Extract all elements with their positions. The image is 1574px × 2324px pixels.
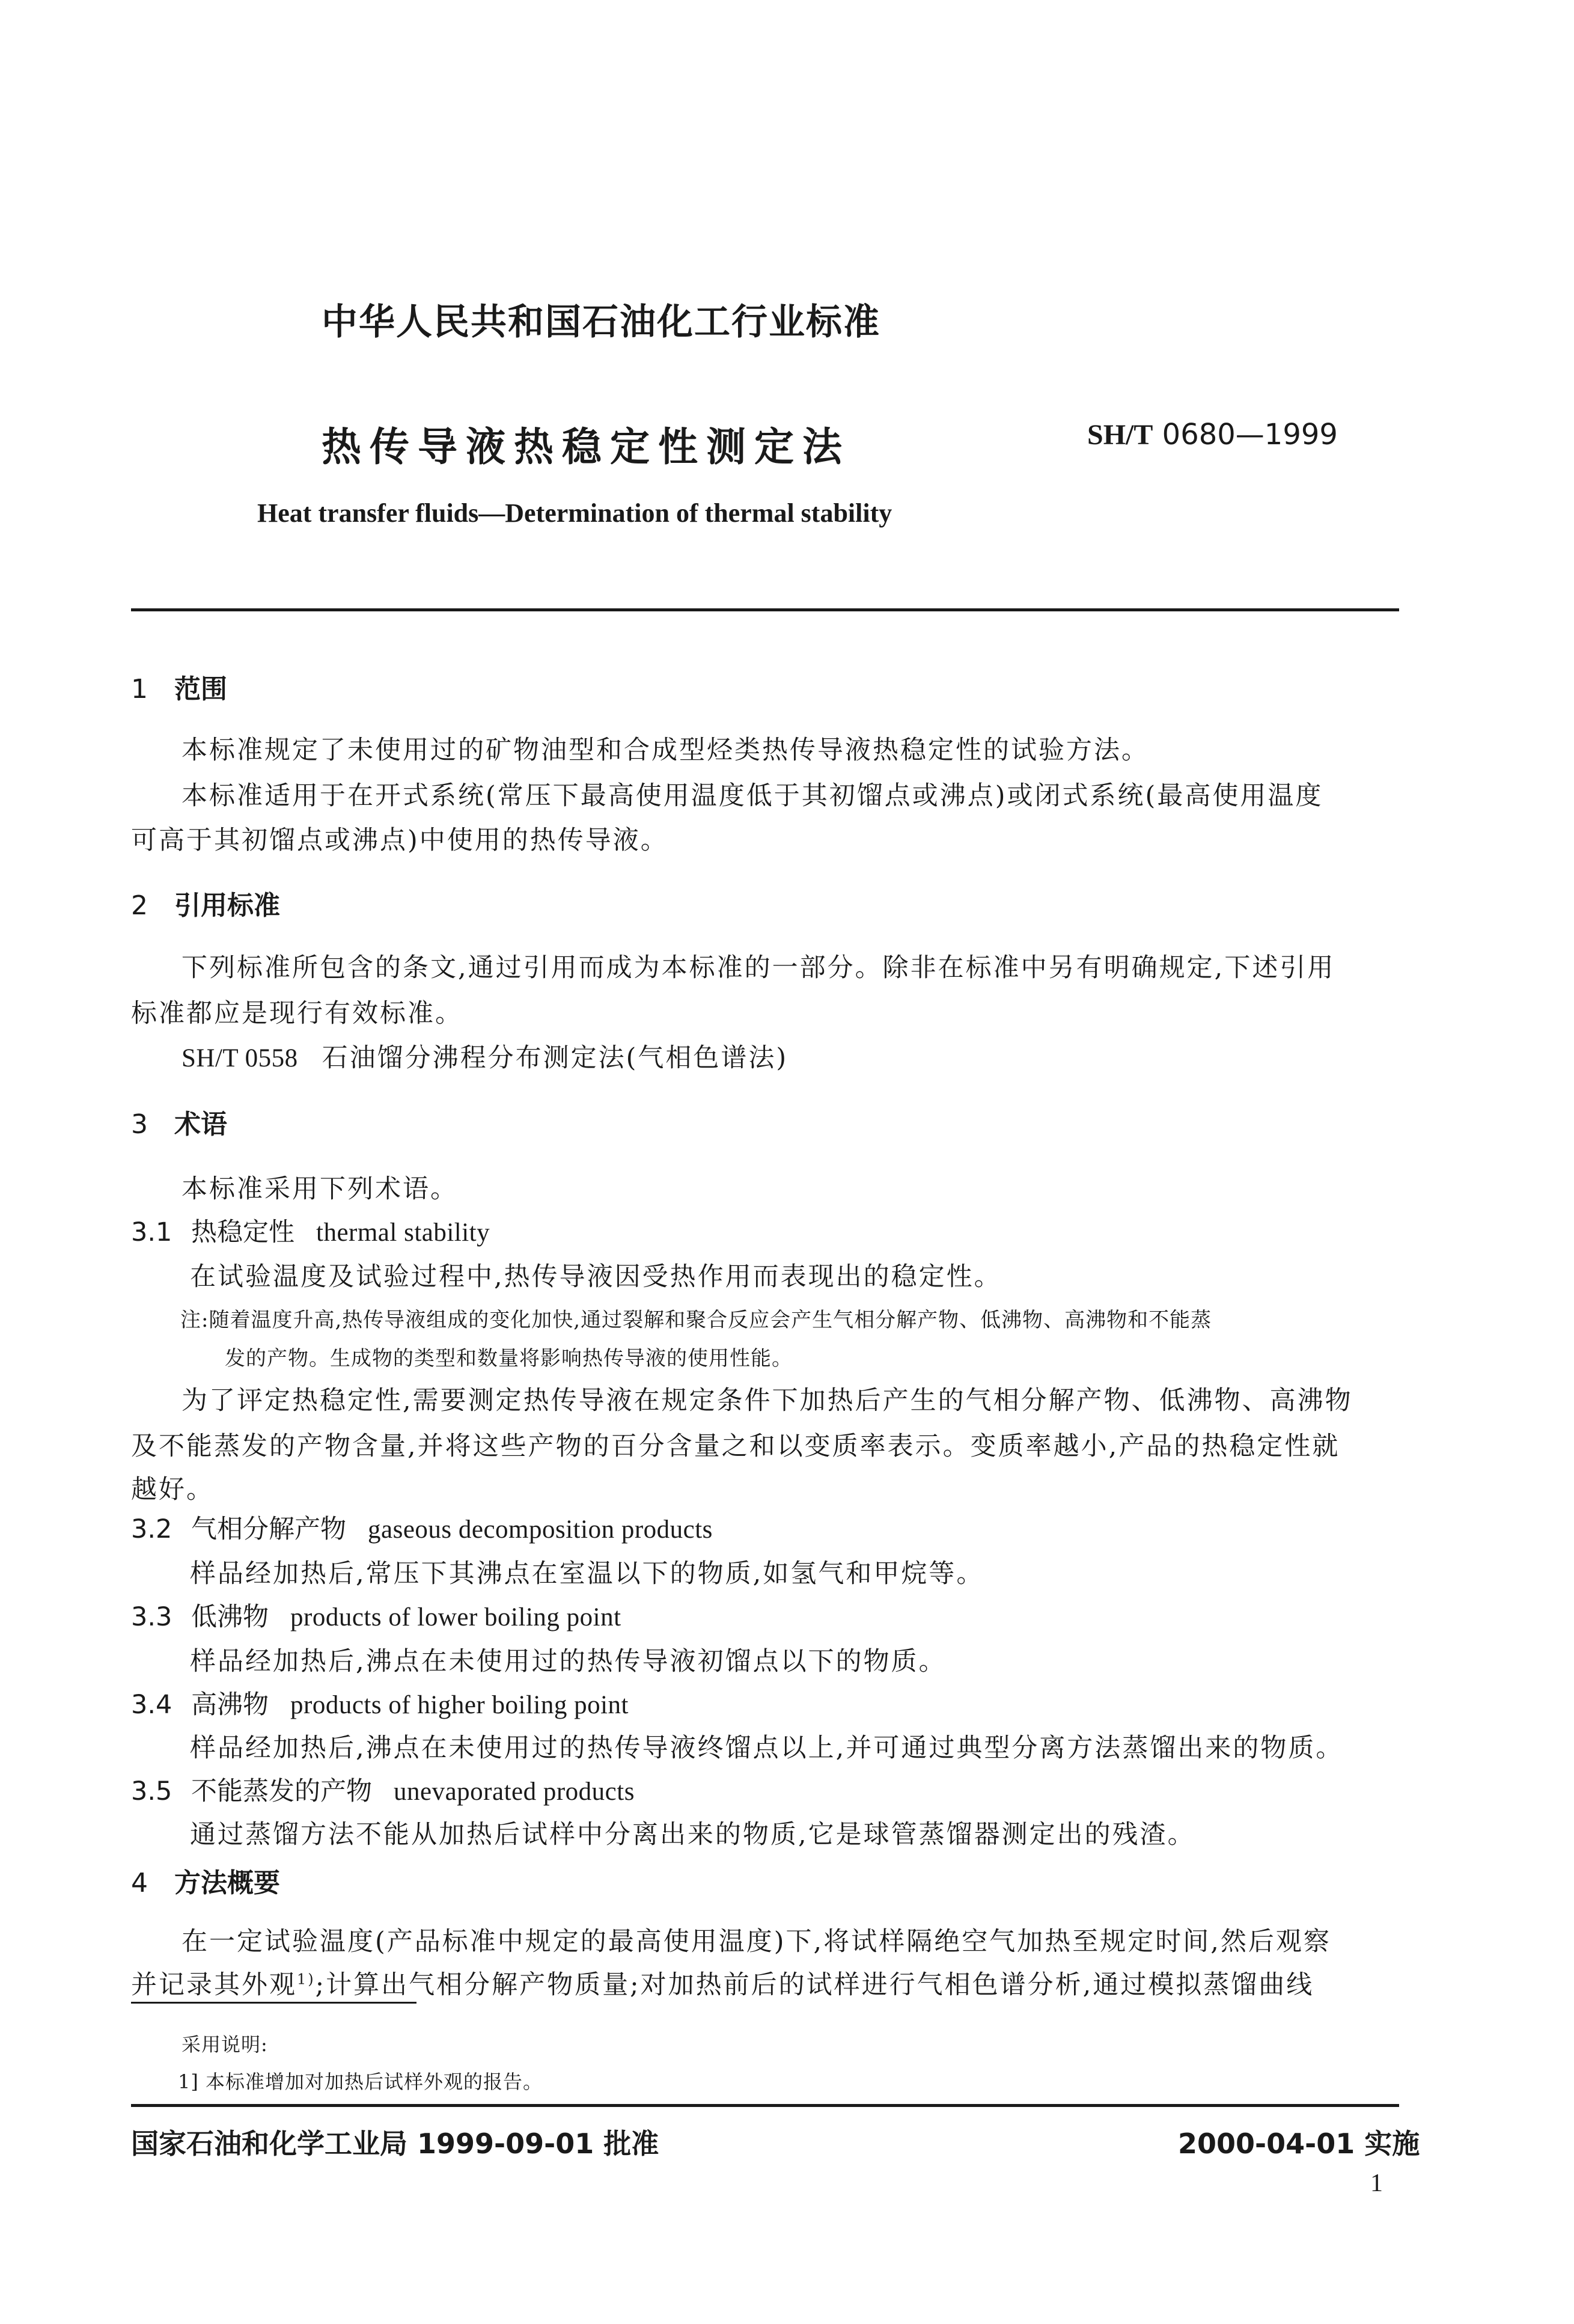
term-3-1-definition: 在试验温度及试验过程中,热传导液因受热作用而表现出的稳定性。 xyxy=(190,1262,1002,1292)
term-3-2-definition: 样品经加热后,常压下其沸点在室温以下的物质,如氢气和甲烷等。 xyxy=(190,1559,984,1589)
term-3-1-note-line-2: 发的产物。生成物的类型和数量将影响热传导液的使用性能。 xyxy=(225,1347,793,1371)
footnote-divider xyxy=(131,2002,416,2004)
footnote-title: 采用说明: xyxy=(181,2033,268,2056)
term-3-1-paragraph-line-1: 为了评定热稳定性,需要测定热传导液在规定条件下加热后产生的气相分解产物、低沸物、高沸物 xyxy=(181,1386,1353,1416)
reference-title: 石油馏分沸程分布测定法(气相色谱法) xyxy=(322,1043,789,1073)
document-title-cn: 热传导液热稳定性测定法 xyxy=(322,424,850,470)
section-3-heading: 3 术语 xyxy=(131,1109,227,1140)
term-3-1-paragraph-line-3: 越好。 xyxy=(131,1475,214,1505)
section-1-paragraph-2-line-1: 本标准适用于在开式系统(常压下最高使用温度低于其初馏点或沸点)或闭式系统(最高使用温度 xyxy=(181,781,1323,811)
page-number: 1 xyxy=(1370,2170,1383,2197)
reference-item xyxy=(181,1038,788,1074)
standard-code xyxy=(1087,418,1338,451)
section-1-paragraph-2-line-2: 可高于其初馏点或沸点)中使用的热传导液。 xyxy=(131,825,668,855)
effective-date: 2000-04-01 实施 xyxy=(1178,2127,1420,2160)
section-2-heading: 2 引用标准 xyxy=(131,890,280,921)
term-3-1-heading: 3.1 热稳定性 thermal stability xyxy=(131,1217,490,1247)
term-3-5-definition: 通过蒸馏方法不能从加热后试样中分离出来的物质,它是球管蒸馏器测定出的残渣。 xyxy=(190,1820,1195,1850)
standard-code-prefix: SH/T xyxy=(1087,419,1153,451)
standard-code-number: 0680—1999 xyxy=(1153,418,1338,451)
section-1-heading: 1 范围 xyxy=(131,674,227,705)
document-title-en: Heat transfer fluids—Determination of thermal stability xyxy=(257,498,892,528)
term-3-1-note-line-1: 注:随着温度升高,热传导液组成的变化加快,通过裂解和聚合反应会产生气相分解产物、低沸物、高沸物和不能蒸 xyxy=(180,1308,1212,1332)
footnote-marker: 1) xyxy=(297,1971,316,1988)
section-3-intro: 本标准采用下列术语。 xyxy=(181,1174,458,1204)
term-3-4-definition: 样品经加热后,沸点在未使用过的热传导液终馏点以上,并可通过典型分离方法蒸馏出来的物质。 xyxy=(190,1733,1344,1763)
org-title: 中华人民共和国石油化工行业标准 xyxy=(322,301,880,343)
section-2-paragraph-line-1: 下列标准所包含的条文,通过引用而成为本标准的一部分。除非在标准中另有明确规定,下述引用 xyxy=(181,953,1335,983)
section-2-paragraph-line-2: 标准都应是现行有效标准。 xyxy=(131,998,463,1029)
term-3-5-heading: 3.5 不能蒸发的产物 unevaporated products xyxy=(131,1776,635,1806)
section-1-paragraph-1: 本标准规定了未使用过的矿物油型和合成型烃类热传导液热稳定性的试验方法。 xyxy=(181,735,1149,765)
footer-divider xyxy=(131,2104,1399,2107)
approval-line: 国家石油和化学工业局 1999-09-01 批准 xyxy=(131,2127,659,2160)
header-divider xyxy=(131,608,1399,611)
section-4-paragraph-line-1: 在一定试验温度(产品标准中规定的最高使用温度)下,将试样隔绝空气加热至规定时间,然后观察 xyxy=(181,1927,1331,1957)
term-3-4-heading: 3.4 高沸物 products of higher boiling point xyxy=(131,1690,629,1720)
reference-code: SH/T 0558 xyxy=(181,1044,298,1072)
term-3-3-definition: 样品经加热后,沸点在未使用过的热传导液初馏点以下的物质。 xyxy=(190,1647,947,1677)
section-4-paragraph-line-2: 并记录其外观$^{1)}$;计算出气相分解产物质量;对加热前后的试样进行气相色谱分析,通过模拟蒸馏曲线 xyxy=(131,1970,1314,2000)
term-3-3-heading: 3.3 低沸物 products of lower boiling point xyxy=(131,1602,621,1632)
term-3-1-paragraph-line-2: 及不能蒸发的产物含量,并将这些产物的百分含量之和以变质率表示。变质率越小,产品的热稳定性就 xyxy=(131,1431,1340,1461)
term-3-2-heading: 3.2 气相分解产物 gaseous decomposition products xyxy=(131,1514,713,1544)
footnote-item: 1] 本标准增加对加热后试样外观的报告。 xyxy=(178,2070,543,2093)
section-4-heading: 4 方法概要 xyxy=(131,1868,280,1898)
